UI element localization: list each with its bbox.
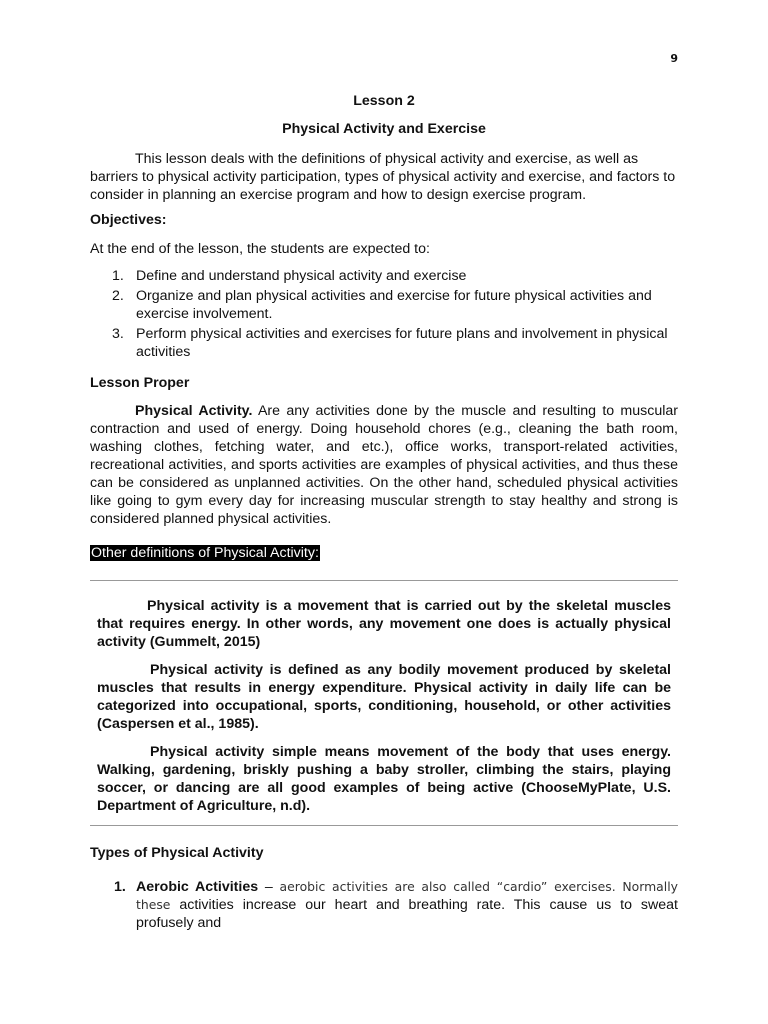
objective-item — [90, 325, 678, 361]
objective-number: 1. — [112, 268, 124, 284]
objective-text: Organize and plan physical activities and exercise for future physical activities and exercise involvement. — [136, 288, 652, 322]
definition-quote-1: Physical activity is a movement that is carried out by the skeletal muscles that requires energy. In other words, any movement one does is actually physical activity (Gummelt, 2015) — [97, 598, 671, 650]
type-term: Aerobic Activities — [136, 879, 259, 895]
types-heading: Types of Physical Activity — [90, 845, 264, 861]
objective-item — [90, 267, 678, 285]
definition-quote-2: Physical activity is defined as any bodily movement produced by skeletal muscles that results in energy expenditure. Physical activity in daily life can be categorized into occupational, sports, conditioning, household, or other activities (Caspersen et al., 1985). — [97, 662, 671, 732]
objectives-lead: At the end of the lesson, the students are expected to: — [90, 241, 430, 257]
type-dash: – — [258, 879, 280, 895]
lesson-proper-paragraph — [90, 402, 678, 528]
lesson-proper-body: Are any activities done by the muscle and resulting to muscular contraction and used of energy. Doing household chores (e.g., cleaning the bath room, washing clothes, fetching water, and etc.), office works, transport-related activities, recreational activities, and sports activities are examples of physical activities, and thus these can be considered as unplanned activities. On the other hand, scheduled physical activities like going to gym every day for increasing muscular strength to stay healthy and strong is considered planned physical activities. — [90, 403, 678, 527]
top-divider — [90, 580, 678, 581]
objective-number: 2. — [112, 288, 124, 304]
type-text-light: aerobic activities are also called “cardio” exercises. Normally these — [136, 879, 678, 912]
type-number: 1. — [114, 879, 126, 895]
objective-number: 3. — [112, 326, 124, 342]
objective-item — [90, 287, 678, 323]
intro-paragraph: This lesson deals with the definitions of physical activity and exercise, as well as barriers to physical activity participation, types of physical activity and exercise, and factors to consider in planning an exercise program and how to design exercise program. — [90, 151, 676, 203]
objectives-heading: Objectives: — [90, 212, 167, 228]
page-number: 9 — [670, 52, 678, 65]
objective-text: Define and understand physical activity and exercise — [136, 268, 467, 284]
objective-text: Perform physical activities and exercises for future plans and involvement in physical activities — [136, 326, 668, 360]
objectives-list — [90, 267, 678, 363]
other-definitions-heading-line — [90, 544, 678, 562]
lesson-title: Physical Activity and Exercise — [282, 121, 486, 137]
type-text-rest: activities increase our heart and breathing rate. This cause us to sweat profusely and — [136, 897, 678, 931]
other-definitions-heading: Other definitions of Physical Activity: — [91, 545, 319, 561]
definition-quote-3: Physical activity simple means movement of the body that uses energy. Walking, gardening, briskly pushing a baby stroller, climbing the stairs, playing soccer, or dancing are all good examples of being active (ChooseMyPlate, U.S. Department of Agriculture, n.d). — [97, 744, 671, 814]
lesson-label: Lesson 2 — [353, 93, 415, 109]
lesson-proper-heading: Lesson Proper — [90, 375, 190, 391]
term-physical-activity: Physical Activity. — [135, 403, 253, 419]
bottom-divider — [90, 825, 678, 826]
type-item-aerobic — [90, 878, 678, 932]
